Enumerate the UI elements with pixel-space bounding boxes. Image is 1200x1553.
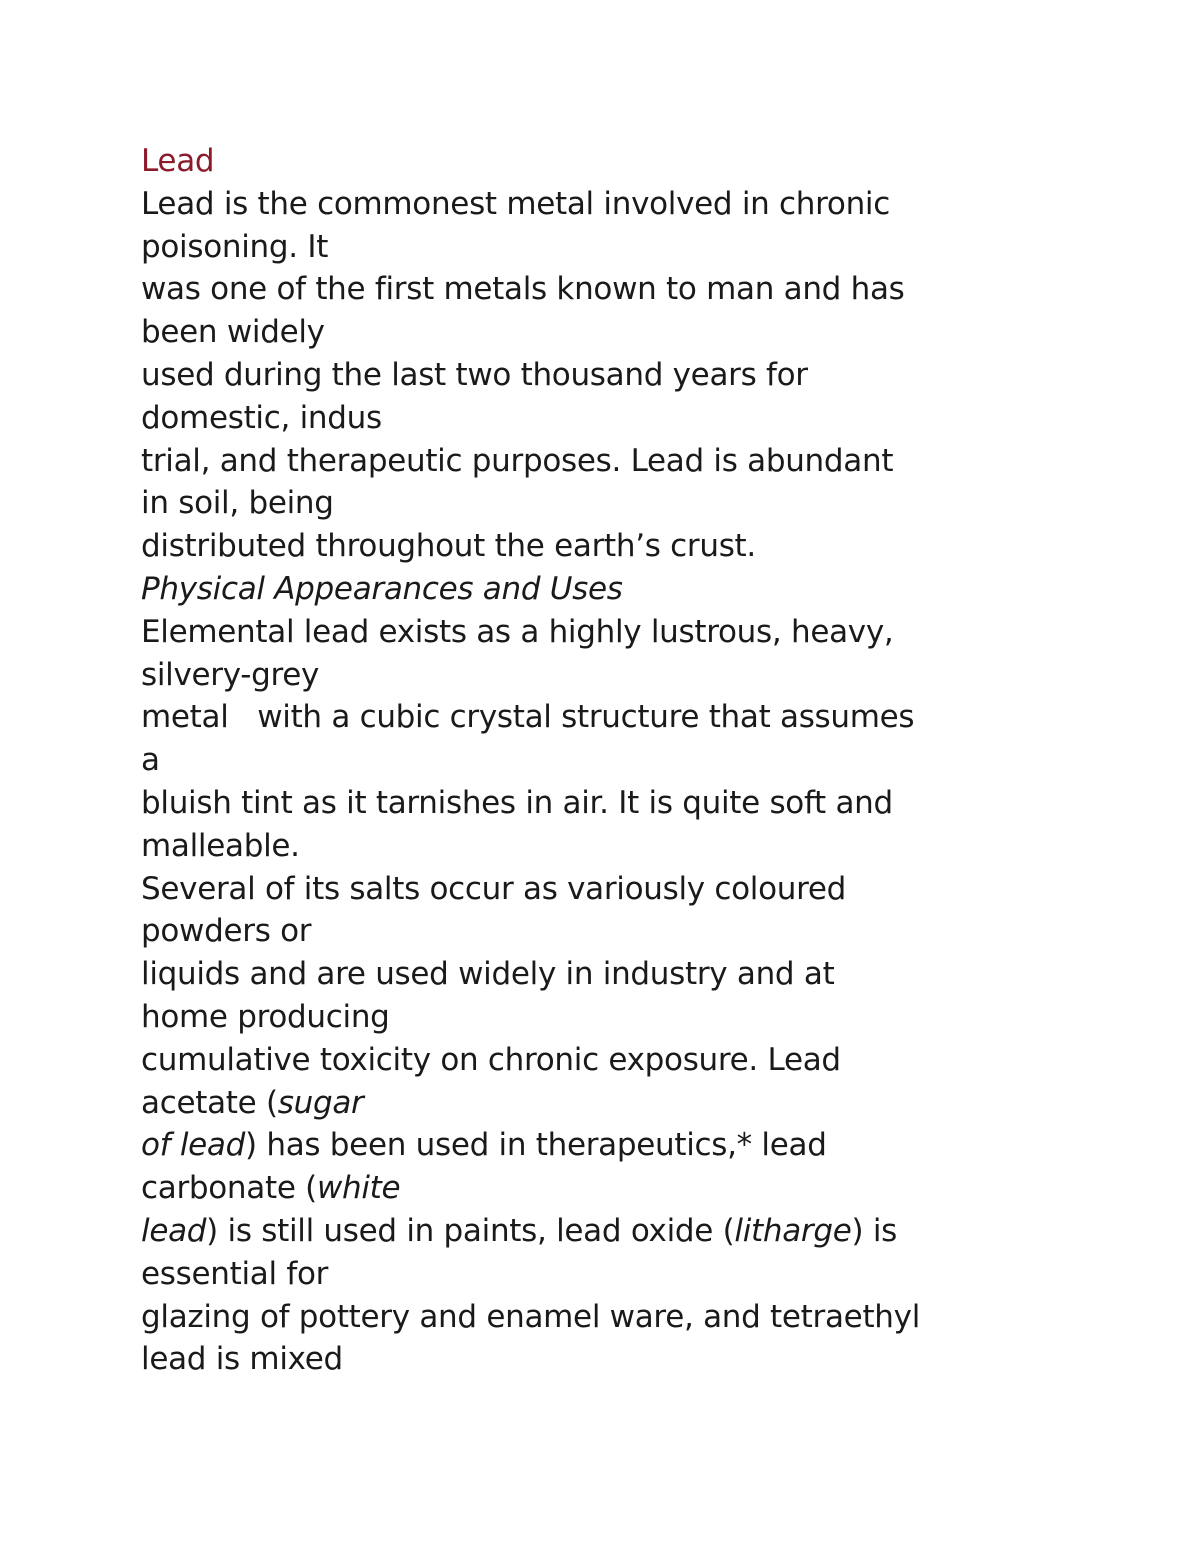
paragraph-line	[141, 1124, 1141, 1167]
paragraph-line: domestic, indus	[141, 399, 382, 436]
text-run: ) has been used in therapeutics,* lead	[245, 1127, 827, 1164]
paragraph-line: home producing	[141, 998, 390, 1035]
paragraph-line: was one of the first metals known to man and has	[141, 271, 905, 308]
italic-term: white	[316, 1170, 401, 1207]
paragraph-line	[141, 1167, 1141, 1210]
text-run: carbonate (	[141, 1170, 317, 1207]
document-body	[141, 140, 1141, 1381]
paragraph-line: liquids and are used widely in industry and at	[141, 956, 835, 993]
document-title: Lead	[141, 143, 215, 179]
italic-term: of lead	[141, 1127, 245, 1164]
paragraph-line: bluish tint as it tarnishes in air. It is quite soft and	[141, 784, 893, 821]
italic-term: sugar	[277, 1084, 364, 1121]
paragraph-line: glazing of pottery and enamel ware, and tetraethyl	[141, 1298, 921, 1335]
section-heading: Physical Appearances and Uses	[141, 570, 623, 607]
paragraph-line: lead is mixed	[141, 1341, 343, 1378]
paragraph-line: cumulative toxicity on chronic exposure. Lead	[141, 1041, 841, 1078]
paragraph-line: Elemental lead exists as a highly lustrous, heavy,	[141, 613, 894, 650]
paragraph-line: distributed throughout the earth’s crust.	[141, 528, 756, 565]
paragraph-line: essential for	[141, 1255, 329, 1292]
text-run: ) is	[851, 1212, 898, 1249]
paragraph-line	[141, 1210, 1141, 1253]
italic-term: litharge	[734, 1212, 852, 1249]
paragraph-line: malleable.	[141, 827, 300, 864]
paragraph-line: powders or	[141, 913, 312, 950]
paragraph-line: in soil, being	[141, 485, 334, 522]
text-run: acetate (	[141, 1084, 278, 1121]
paragraph-line: used during the last two thousand years for	[141, 356, 808, 393]
paragraph-line: a	[141, 742, 160, 779]
paragraph-line: metal with a cubic crystal structure that assumes	[141, 699, 915, 736]
italic-term: lead	[141, 1212, 207, 1249]
paragraph-line: Lead is the commonest metal involved in chronic	[141, 185, 890, 222]
paragraph-line: been widely	[141, 314, 325, 351]
text-run: ) is still used in paints, lead oxide (	[206, 1212, 735, 1249]
paragraph-line: Several of its salts occur as variously coloured	[141, 870, 847, 907]
paragraph-line: trial, and therapeutic purposes. Lead is abundant	[141, 442, 894, 479]
paragraph-line	[141, 1082, 1141, 1125]
paragraph-line: poisoning. It	[141, 228, 329, 265]
paragraph-line: silvery-grey	[141, 656, 320, 693]
